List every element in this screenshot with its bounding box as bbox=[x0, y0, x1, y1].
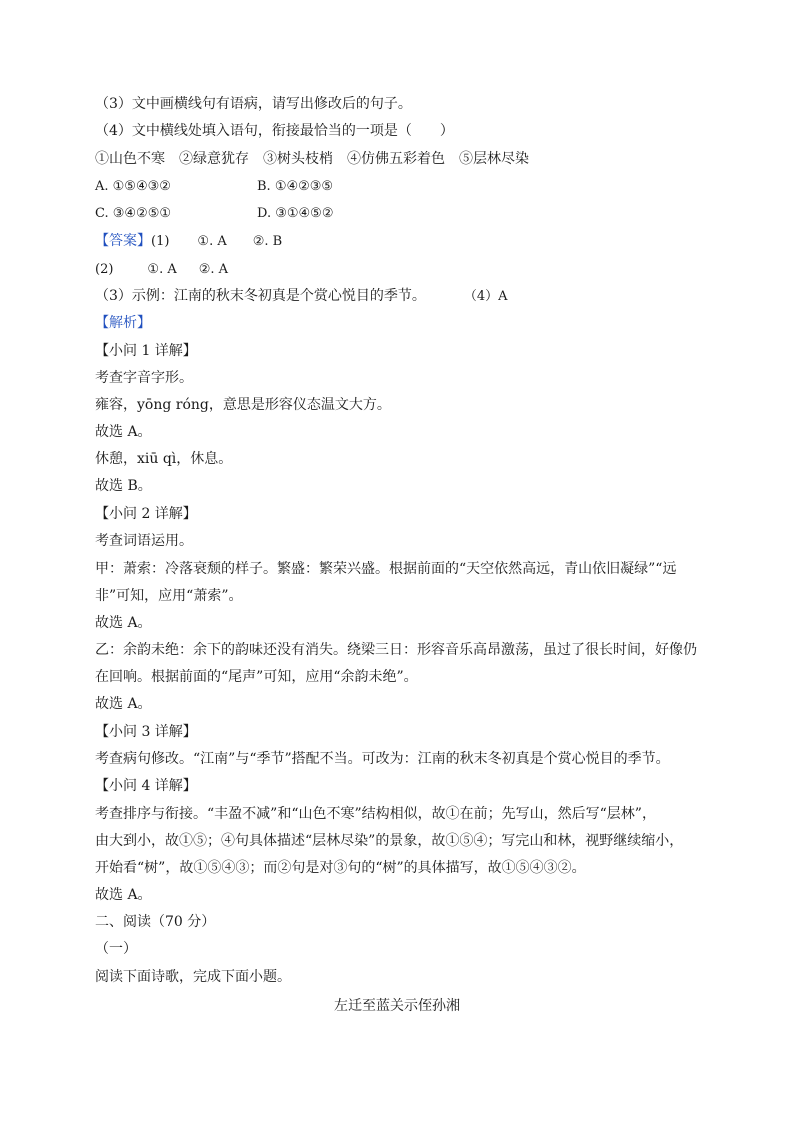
section-2-line-2: 甲：萧索：冷落衰颓的样子。繁盛：繁荣兴盛。根据前面的“天空依然高远，青山依旧凝绿”“远 bbox=[95, 561, 677, 577]
answer-4: （4）A bbox=[463, 289, 508, 304]
answer-2-num: (2) bbox=[95, 262, 114, 277]
section-1-line-2: 雍容，yōng róng，意思是形容仪态温文大方。 bbox=[95, 397, 391, 413]
option-a: A. ①⑤④③② bbox=[95, 179, 171, 194]
section-4-line-1: 考查排序与衔接。“丰盈不减”和“山色不寒”结构相似，故①在前；先写山，然后写“层林”， bbox=[95, 806, 656, 822]
section-4-line-4: 故选 A。 bbox=[95, 887, 152, 903]
phrase-4: ④仿佛五彩着色 bbox=[347, 151, 445, 167]
phrase-list bbox=[95, 150, 529, 168]
option-c: C. ③④②⑤① bbox=[95, 206, 172, 221]
section-2-line-6: 在回响。根据前面的“尾声”可知，应用“余韵未绝”。 bbox=[95, 669, 418, 685]
section-2-title: 【小问 2 详解】 bbox=[95, 506, 197, 522]
phrase-3: ③树头枝梢 bbox=[263, 151, 333, 167]
question-4: （4）文中横线处填入语句，衔接最恰当的一项是（ ） bbox=[95, 123, 454, 139]
analysis-label: 【解析】 bbox=[95, 315, 151, 331]
section-2-line-3: 非”可知，应用“萧索”。 bbox=[95, 588, 243, 604]
reading-subsection: （一） bbox=[95, 941, 137, 957]
section-2-line-7: 故选 A。 bbox=[95, 696, 152, 712]
reading-section-heading: 二、阅读（70 分） bbox=[95, 914, 216, 930]
reading-instruction: 阅读下面诗歌，完成下面小题。 bbox=[95, 969, 291, 985]
section-1-line-1: 考查字音字形。 bbox=[95, 370, 193, 386]
answer-1-part-1: ①. A bbox=[197, 234, 227, 249]
section-1-title: 【小问 1 详解】 bbox=[95, 343, 197, 359]
answer-1-num: (1) bbox=[151, 234, 170, 249]
section-2-line-4: 故选 A。 bbox=[95, 615, 152, 631]
section-2-line-1: 考查词语运用。 bbox=[95, 533, 193, 549]
section-4-line-2: 由大到小，故①⑤；④句具体描述“层林尽染”的景象，故①⑤④；写完山和林，视野继续缩小， bbox=[95, 833, 684, 849]
answer-2-part-1: ①. A bbox=[147, 262, 177, 277]
answer-label: 【答案】 bbox=[95, 233, 151, 249]
option-d: D. ③①④⑤② bbox=[257, 206, 334, 221]
phrase-2: ②绿意犹存 bbox=[179, 151, 249, 167]
answer-1-part-2: ②. B bbox=[252, 234, 283, 249]
answer-2-part-2: ②. A bbox=[198, 262, 229, 277]
section-3-line-1: 考查病句修改。“江南”与“季节”搭配不当。可改为：江南的秋末冬初真是个赏心悦目的季节。 bbox=[95, 751, 670, 767]
section-2-line-5: 乙：余韵未绝：余下的韵味还没有消失。绕梁三日：形容音乐高昂激荡，虽过了很长时间，好像仍 bbox=[95, 642, 697, 658]
phrase-5: ⑤层林尽染 bbox=[459, 151, 529, 167]
section-4-title: 【小问 4 详解】 bbox=[95, 778, 197, 794]
section-3-title: 【小问 3 详解】 bbox=[95, 724, 197, 740]
answer-line-3 bbox=[95, 287, 508, 306]
answer-line-2 bbox=[95, 260, 228, 279]
phrase-1: ①山色不寒 bbox=[95, 151, 165, 167]
question-3: （3）文中画横线句有语病，请写出修改后的句子。 bbox=[95, 96, 412, 112]
section-4-line-3: 开始看“树”，故①⑤④③；而②句是对③句的“树”的具体描写，故①⑤④③②。 bbox=[95, 860, 586, 876]
section-1-line-4: 休憩，xiū qì，休息。 bbox=[95, 451, 233, 467]
section-1-line-3: 故选 A。 bbox=[95, 424, 152, 440]
answer-3: （3）示例：江南的秋末冬初真是个赏心悦目的季节。 bbox=[95, 288, 426, 304]
poem-title: 左迁至蓝关示侄孙湘 bbox=[334, 998, 460, 1014]
section-1-line-5: 故选 B。 bbox=[95, 478, 152, 494]
answer-line-1 bbox=[95, 232, 282, 251]
option-b: B. ①④②③⑤ bbox=[257, 179, 334, 194]
